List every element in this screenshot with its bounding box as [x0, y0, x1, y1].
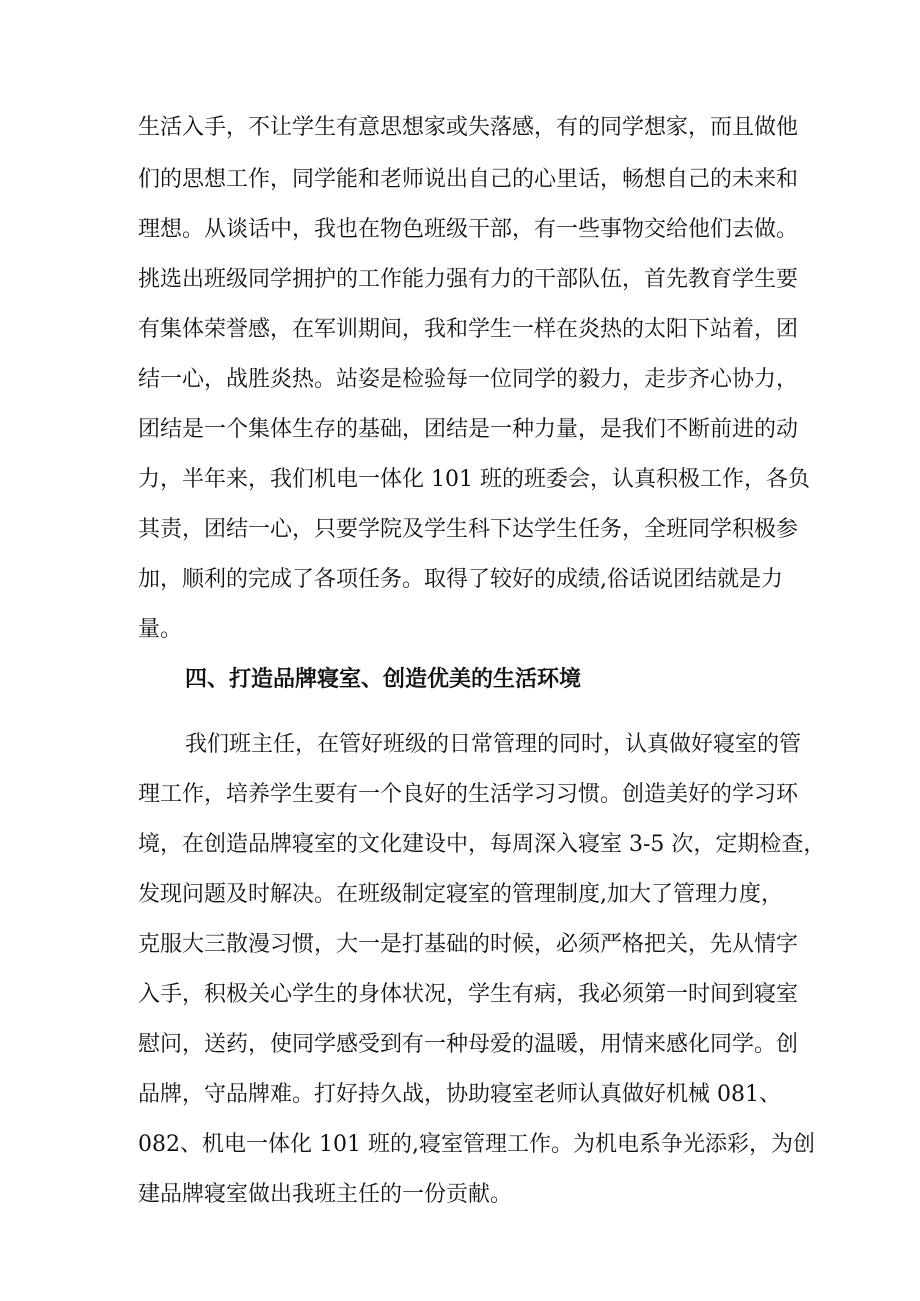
paragraph-line: 量。	[138, 617, 183, 642]
paragraph-line: 082、机电一体化 101 班的,寝室管理工作。为机电系争光添彩，为创	[138, 1132, 815, 1157]
paragraph-line: 克服大三散漫习惯，大一是打基础的时候，必须严格把关，先从情字	[138, 932, 799, 957]
paragraph-line: 理工作，培养学生要有一个良好的生活学习习惯。创造美好的学习环	[138, 782, 799, 807]
paragraph-line: 加，顺利的完成了各项任务。取得了较好的成绩,俗话说团结就是力	[138, 567, 783, 592]
paragraph-line: 结一心，战胜炎热。站姿是检验每一位同学的毅力，走步齐心协力，	[138, 367, 799, 392]
paragraph-line: 挑选出班级同学拥护的工作能力强有力的干部队伍，首先教育学生要	[138, 267, 799, 292]
paragraph-line: 品牌，守品牌难。打好持久战，协助寝室老师认真做好机械 081、	[138, 1082, 781, 1107]
paragraph-line: 慰问，送药，使同学感受到有一种母爱的温暖，用情来感化同学。创	[138, 1032, 799, 1057]
paragraph-line: 入手，积极关心学生的身体状况，学生有病，我必须第一时间到寝室	[138, 982, 799, 1007]
paragraph-line: 理想。从谈话中，我也在物色班级干部，有一些事物交给他们去做。	[138, 217, 799, 242]
section-heading: 四、打造品牌寝室、创造优美的生活环境	[185, 667, 582, 692]
paragraph-line: 团结是一个集体生存的基础，团结是一种力量，是我们不断前进的动	[138, 417, 799, 442]
paragraph-line: 境，在创造品牌寝室的文化建设中，每周深入寝室 3-5 次，定期检查，	[138, 832, 826, 857]
paragraph-line: 建品牌寝室做出我班主任的一份贡献。	[138, 1182, 513, 1207]
paragraph-line: 有集体荣誉感，在军训期间，我和学生一样在炎热的太阳下站着，团	[138, 317, 799, 342]
paragraph-line: 力，半年来，我们机电一体化 101 班的班委会，认真积极工作，各负	[138, 467, 810, 492]
paragraph-line: 生活入手，不让学生有意思想家或失落感，有的同学想家，而且做他	[138, 115, 799, 140]
paragraph-line: 其责，团结一心，只要学院及学生科下达学生任务，全班同学积极参	[138, 517, 799, 542]
paragraph-line: 发现问题及时解决。在班级制定寝室的管理制度,加大了管理力度，	[138, 882, 783, 907]
paragraph-line: 我们班主任，在管好班级的日常管理的同时，认真做好寝室的管	[185, 732, 802, 757]
paragraph-line: 们的思想工作，同学能和老师说出自己的心里话，畅想自己的未来和	[138, 167, 799, 192]
